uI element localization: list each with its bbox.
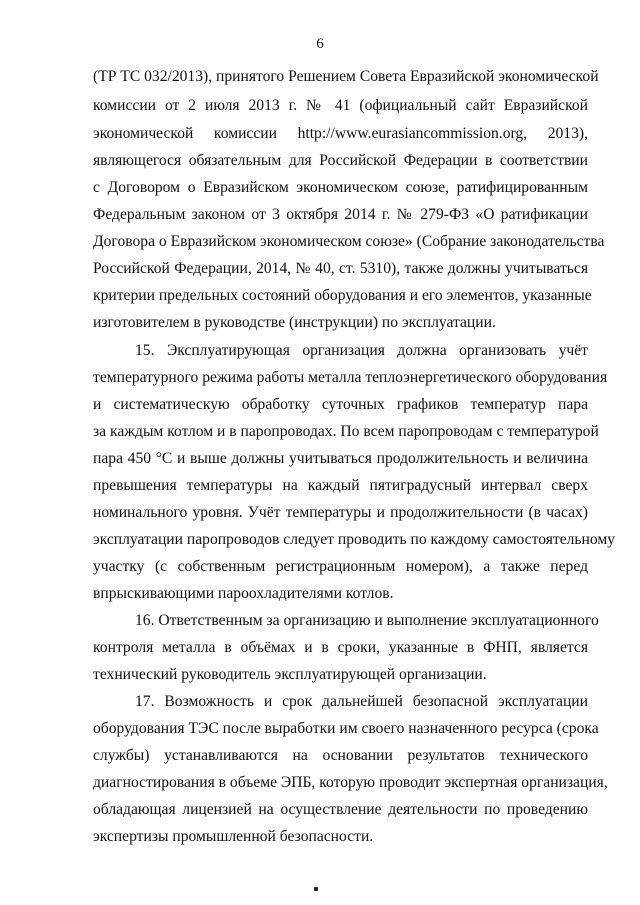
text-line: эксплуатации паропроводов следует проводить по каждому самостоятельному: [93, 531, 616, 548]
text-line: температурного режима работы металла теплоэнергетического оборудования: [93, 369, 608, 386]
text-line: критерии предельных состояний оборудования и его элементов, указанные: [93, 287, 592, 304]
text-line: Федеральным законом от 3 октября 2014 г. № 279-ФЗ «О ратификации: [93, 206, 588, 223]
text-line: изготовителем в руководстве (инструкции) по эксплуатации.: [93, 314, 496, 331]
paragraph-17-first-line: 17. Возможность и срок дальнейшей безопасной эксплуатации: [135, 693, 588, 710]
text-line: контроля металла в объёмах и в сроки, указанные в ФНП, является: [93, 639, 588, 656]
text-line: экономической комиссии http://www.eurasiancommission.org, 2013),: [93, 125, 588, 142]
text-line: технический руководитель эксплуатирующей организации.: [93, 666, 487, 683]
page-number: 6: [316, 36, 324, 52]
paragraph-15-first-line: 15. Эксплуатирующая организация должна организовать учёт: [135, 342, 588, 359]
text-line: номинального уровня. Учёт температуры и продолжительности (в часах): [93, 504, 588, 521]
text-line: пара 450 °С и выше должны учитываться продолжительность и величина: [93, 450, 588, 467]
text-line: службы) устанавливаются на основании результатов технического: [93, 747, 588, 764]
text-line: (ТР ТС 032/2013), принятого Решением Совета Евразийской экономической: [93, 68, 599, 85]
text-line: участку (с собственным регистрационным номером), а также перед: [93, 558, 588, 575]
text-line: обладающая лицензией на осуществление деятельности по проведению: [93, 801, 588, 818]
text-line: являющегося обязательным для Российской Федерации в соответствии: [93, 152, 588, 169]
text-line: Договора о Евразийском экономическом союзе» (Собрание законодательства: [93, 233, 605, 250]
text-line: диагностирования в объеме ЭПБ, которую проводит экспертная организация,: [93, 774, 608, 791]
text-line: Российской Федерации, 2014, № 40, ст. 5310), также должны учитываться: [93, 260, 588, 277]
text-line: комиссии от 2 июля 2013 г. № 41 (официальный сайт Евразийской: [93, 97, 588, 114]
text-line: превышения температуры на каждый пятиградусный интервал сверх: [93, 477, 588, 494]
text-line: впрыскивающими пароохладителями котлов.: [93, 585, 394, 602]
paragraph-16-first-line: 16. Ответственным за организацию и выполнение эксплуатационного: [135, 612, 599, 629]
scan-mark: [314, 887, 318, 891]
text-line: за каждым котлом и в паропроводах. По всем паропроводам с температурой: [93, 423, 599, 440]
text-line: оборудования ТЭС после выработки им своего назначенного ресурса (срока: [93, 720, 599, 737]
text-line: с Договором о Евразийском экономическом союзе, ратифицированным: [93, 179, 588, 196]
text-line: и систематическую обработку суточных графиков температур пара: [93, 396, 588, 413]
text-line: экспертизы промышленной безопасности.: [93, 828, 374, 845]
